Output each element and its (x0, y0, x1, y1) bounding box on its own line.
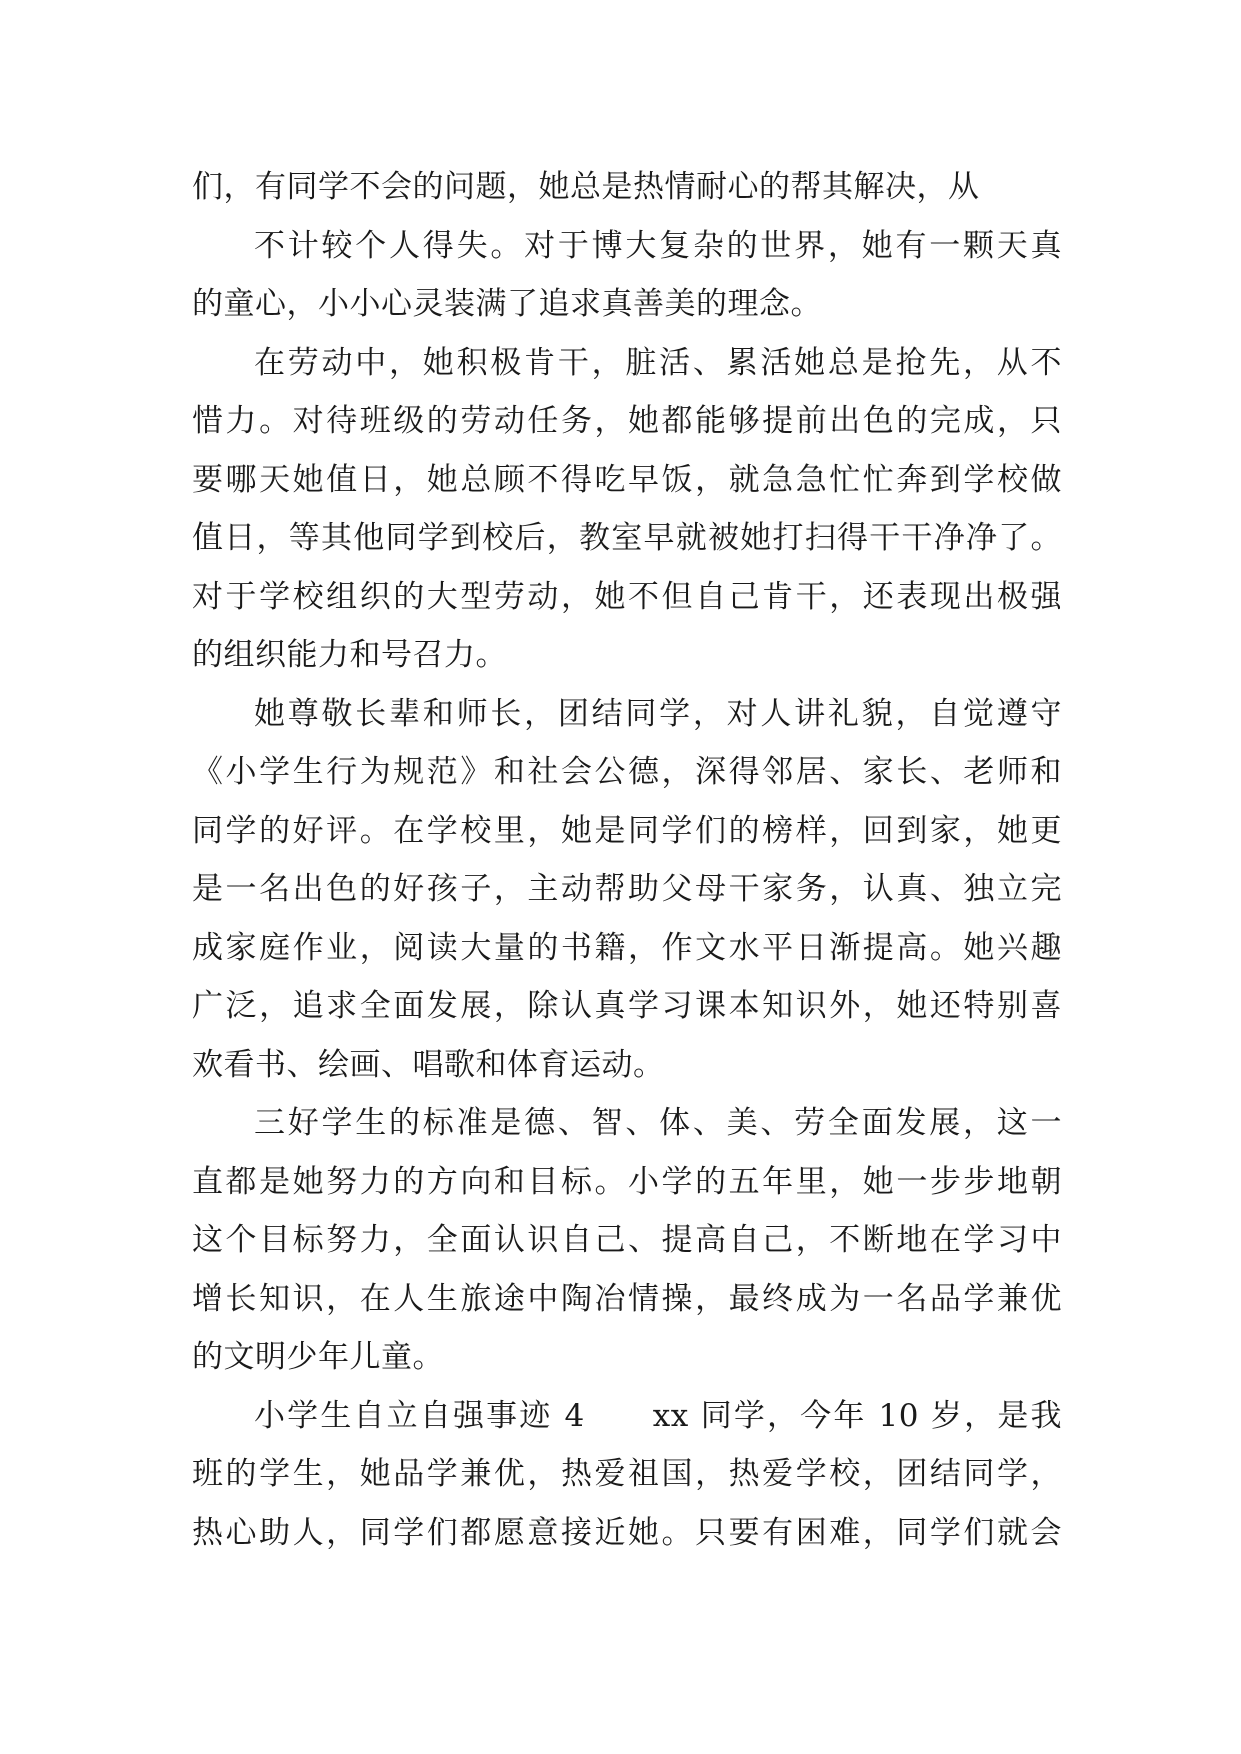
text-line: 直都是她努力的方向和目标。小学的五年里，她一步步地朝 (192, 1163, 1062, 1200)
body-text (192, 158, 1062, 1562)
text-line: 的童心，小小心灵装满了追求真善美的理念。 (192, 286, 822, 322)
text-line: 她尊敬长辈和师长，团结同学，对人讲礼貌，自觉遵守 (254, 695, 1062, 732)
text-line: 增长知识，在人生旅途中陶冶情操，最终成为一名品学兼优 (192, 1280, 1062, 1317)
text-line: 热心助人，同学们都愿意接近她。只要有困难，同学们就会 (192, 1514, 1062, 1551)
text-line: 不计较个人得失。对于博大复杂的世界，她有一颗天真 (254, 227, 1062, 264)
text-line: 三好学生的标准是德、智、体、美、劳全面发展，这一 (254, 1105, 1062, 1141)
text-line: 们，有同学不会的问题，她总是热情耐心的帮其解决，从 (192, 169, 980, 205)
text-line: 欢看书、绘画、唱歌和体育运动。 (192, 1046, 665, 1083)
text-line: 成家庭作业，阅读大量的书籍，作文水平日渐提高。她兴趣 (192, 929, 1062, 966)
text-line: 《小学生行为规范》和社会公德，深得邻居、家长、老师和 (192, 754, 1062, 790)
text-line: 同学的好评。在学校里，她是同学们的榜样，回到家，她更 (192, 812, 1062, 849)
text-line: 值日，等其他同学到校后，教室早就被她打扫得干干净净了。 (192, 520, 1062, 556)
text-line: 这个目标努力，全面认识自己、提高自己，不断地在学习中 (192, 1222, 1062, 1258)
text-line: 在劳动中，她积极肯干，脏活、累活她总是抢先，从不 (254, 344, 1062, 381)
text-line: 的文明少年儿童。 (192, 1339, 444, 1375)
text-line: 班的学生，她品学兼优，热爱祖国，热爱学校，团结同学， (192, 1456, 1062, 1492)
text-line: 的组织能力和号召力。 (192, 637, 507, 673)
text-line: 对于学校组织的大型劳动，她不但自己肯干，还表现出极强 (192, 578, 1062, 615)
text-line: 广泛，追求全面发展，除认真学习课本知识外，她还特别喜 (192, 988, 1062, 1024)
text-line: 小学生自立自强事迹 4 xx 同学，今年 10 岁，是我 (254, 1397, 1062, 1434)
text-line: 是一名出色的好孩子，主动帮助父母干家务，认真、独立完 (192, 871, 1062, 907)
text-line: 惜力。对待班级的劳动任务，她都能够提前出色的完成，只 (192, 403, 1062, 439)
text-line: 要哪天她值日，她总顾不得吃早饭，就急急忙忙奔到学校做 (192, 461, 1062, 498)
